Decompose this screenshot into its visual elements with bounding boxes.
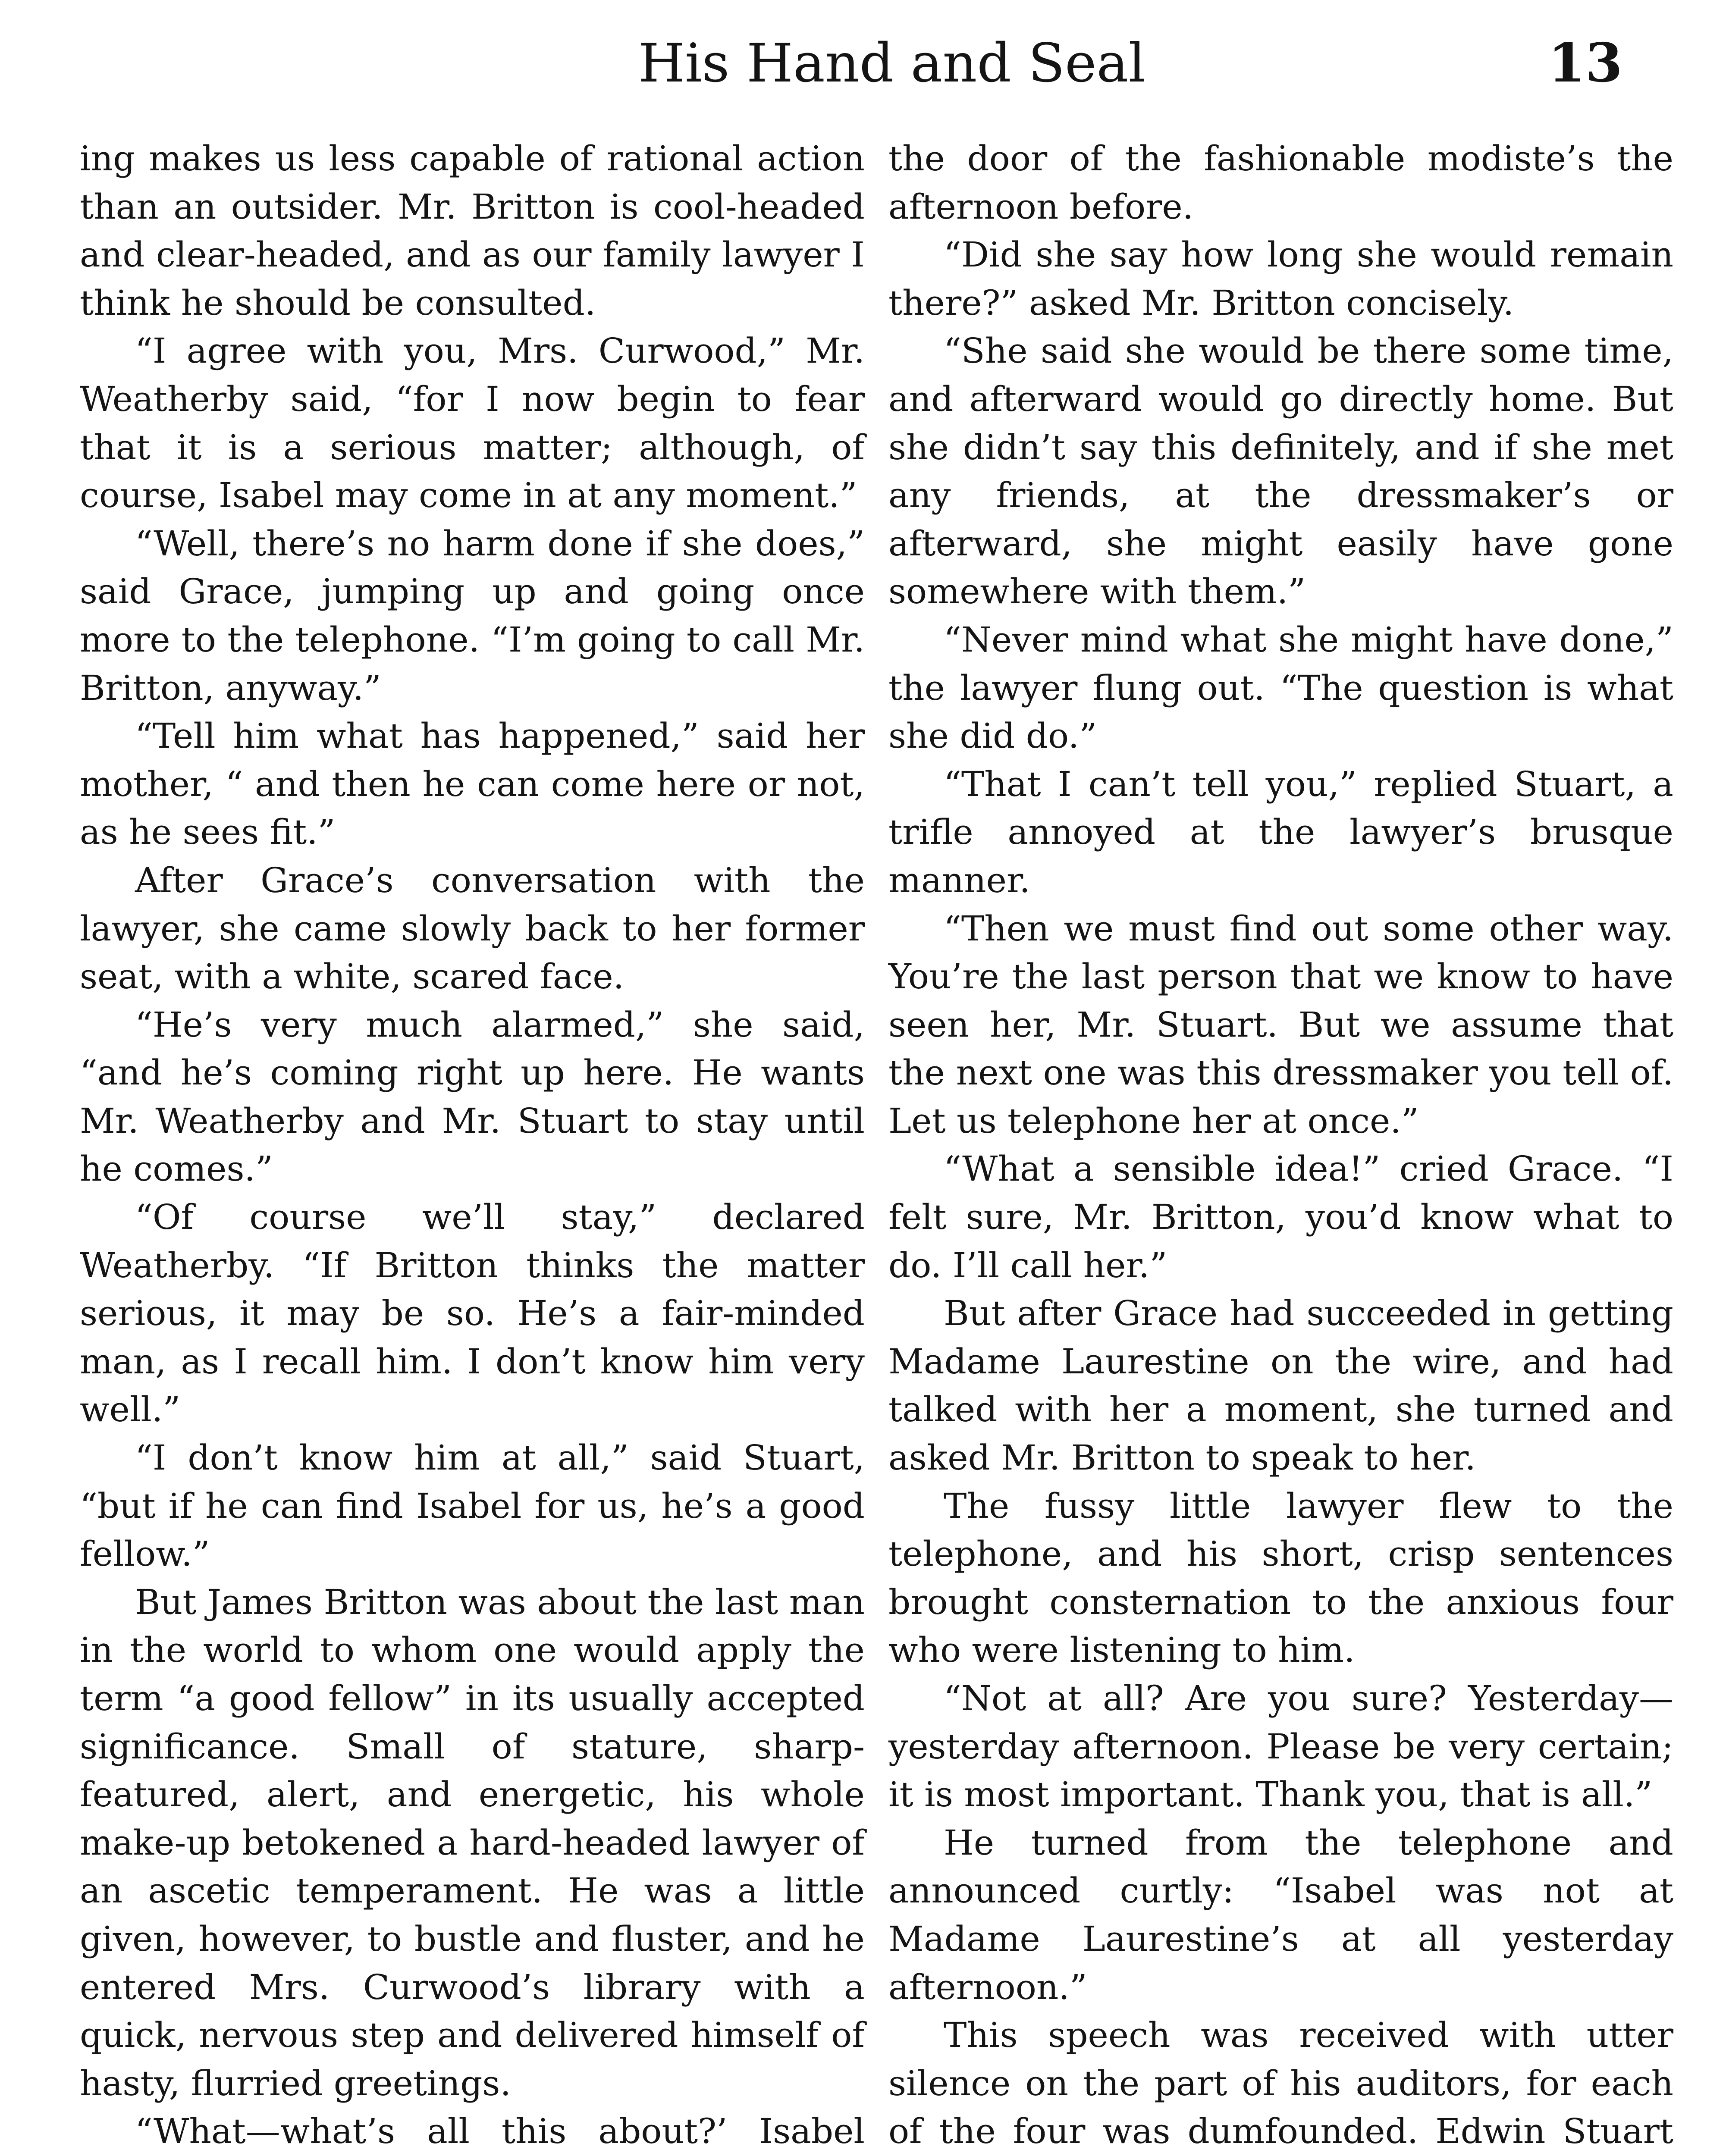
running-head [0,27,1726,100]
paragraph: “He’s very much alarmed,” she said, “and he’s coming right up here. He wants Mr. Weatherby and Mr. Stuart to stay until he comes.” [80,1004,865,1189]
paragraph: “Well, there’s no harm done if she does,” said Grace, jumping up and going once more to the telephone. “I’m going to call Mr. Britton, anyway.” [80,523,865,708]
paragraph: “I agree with you, Mrs. Curwood,” Mr. Weatherby said, “for I now begin to fear that it is a serious matter; although, of course, Isabel may come in at any moment.” [80,331,865,516]
page-number: 13 [1548,32,1622,94]
paragraph: “Of course we’ll stay,” declared Weatherby. “If Britton thinks the matter serious, it may be so. He’s a fair-minded man, as I recall him. I don’t know him very well.” [80,1197,865,1430]
paragraph: But James Britton was about the last man in the world to whom one would apply the term “a good fellow” in its usually accepted significance. Small of stature, sharp-featured, alert, and energetic, his whole make-up betokened a hard-headed lawyer of an ascetic temperament. He was a little given, however, to bustle and fluster, and he entered Mrs. Curwood’s library with a quick, nervous step and delivered himself of hasty, flurried greetings. [80,1582,865,2103]
paragraph: “I don’t know him at all,” said Stuart, “but if he can find Isabel for us, he’s a good fellow.” [80,1438,865,1574]
paragraph: “Then we must find out some other way. You’re the last person that we know to have seen her, Mr. Stuart. But we assume that the next one was this dressmaker you tell of. Let us telephone her at once.” [888,908,1673,1141]
paragraph: This speech was received with utter silence on the part of his auditors, for each of the four was dumfounded. Edwin Stuart [888,2015,1673,2152]
paragraph: “Tell him what has happened,” said her mother, “ and then he can come here or not, as he sees fit.” [80,716,865,852]
right-column [888,135,1673,2156]
paragraph: But after Grace had succeeded in getting Madame Laurestine on the wire, and had talked with her a moment, she turned and asked Mr. Britton to speak to her. [888,1293,1673,1478]
paragraph: “Did she say how long she would remain there?” asked Mr. Britton concisely. [888,235,1673,323]
left-column [80,135,865,2156]
paragraph: “Not at all? Are you sure? Yesterday—yesterday afternoon. Please be very certain; it is most important. Thank you, that is all.” [888,1678,1673,1815]
paragraph: “What a sensible idea!” cried Grace. “I felt sure, Mr. Britton, you’d know what to do. I’ll call her.” [888,1149,1673,1285]
paragraph: the door of the fashionable modiste’s the afternoon before. [888,138,1673,227]
paragraph: “That I can’t tell you,” replied Stuart, a trifle annoyed at the lawyer’s brusque manner. [888,764,1673,900]
paragraph: “What—what’s all this about?’ Isabel [135,2111,865,2152]
paragraph: ing makes us less capable of rational action than an outsider. Mr. Britton is cool-headed and clear-headed, and as our family lawyer I think he should be consulted. [80,138,865,323]
paragraph: “She said she would be there some time, and afterward would go directly home. But she didn’t say this definitely, and if she met any friends, at the dressmaker’s or afterward, she might easily have gone somewhere with them.” [888,331,1673,612]
paragraph: The fussy little lawyer flew to the telephone, and his short, crisp sentences brought consternation to the anxious four who were listening to him. [888,1485,1673,1670]
paragraph: After Grace’s conversation with the lawyer, she came slowly back to her former seat, with a white, scared face. [80,860,865,997]
paragraph: He turned from the telephone and announced curtly: “Isabel was not at Madame Laurestine’s at all yesterday afternoon.” [888,1822,1673,2007]
paragraph: “Never mind what she might have done,” the lawyer flung out. “The question is what she did do.” [888,619,1673,756]
running-title: His Hand and Seal [638,32,1146,94]
